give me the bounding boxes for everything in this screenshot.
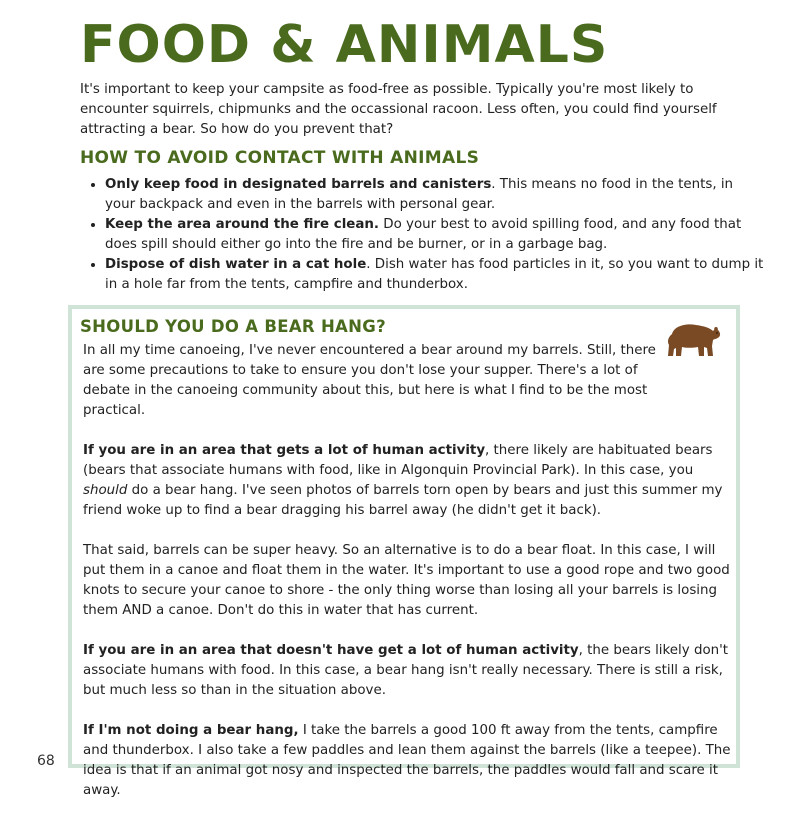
paragraph-text: do a bear hang. I've seen photos of barrels torn open by bears and just this summer my friend woke up to find a bear dragging his barrel away (he didn't get it back). (83, 483, 723, 518)
paragraph (83, 721, 733, 801)
paragraph-text: , there likely are habituated bears (bears that associate humans with food, like in Algonquin Provincial Park). In this case, you (83, 443, 713, 478)
paragraph-italic: should (83, 483, 128, 498)
list-item (105, 175, 765, 215)
list-item-text: Do your best to avoid spilling food, and any food that does spill should either go into the fire and be burner, or in a garbage bag. (105, 217, 742, 252)
list-item-text: . Dish water has food particles in it, so you want to dump it in a hole far from the tents, campfire and thunderbox. (105, 257, 764, 292)
paragraph: That said, barrels can be super heavy. So an alternative is to do a bear float. In this case, I will put them in a canoe and float them in the water. It's important to use a good rope and two good knots to secure your canoe to shore - the only thing worse than losing all your barrels is losing them AND a canoe. Don't do this in water that has current. (83, 543, 730, 618)
paragraph: In all my time canoeing, I've never encountered a bear around my barrels. Still, there are some precautions to take to ensure you don't lose your supper. There's a lot of debate in the canoeing community about this, but here is what I find to be the most practical. (83, 343, 656, 418)
intro-paragraph: It's important to keep your campsite as food-free as possible. Typically you're most likely to encounter squirrels, chipmunks and the occassional racoon. Less often, you could find yourself attracting a bear. So how do you prevent that? (80, 82, 717, 137)
list-item (105, 255, 765, 295)
list-item-bold: Dispose of dish water in a cat hole (105, 257, 367, 272)
bear-hang-heading: SHOULD YOU DO A BEAR HANG? (80, 317, 386, 336)
list-item-text: . This means no food in the tents, in your backpack and even in the barrels with personal gear. (105, 177, 734, 212)
page-title: FOOD & ANIMALS (80, 15, 609, 75)
bear-hang-content (83, 341, 733, 821)
list-item-bold: Only keep food in designated barrels and canisters (105, 177, 492, 192)
paragraph (83, 641, 733, 701)
paragraph-bold: If you are in an area that doesn't have get a lot of human activity (83, 643, 579, 658)
page-number: 68 (37, 753, 55, 769)
avoid-contact-heading: HOW TO AVOID CONTACT WITH ANIMALS (80, 148, 480, 168)
list-item (105, 215, 765, 255)
list-item-bold: Keep the area around the fire clean. (105, 217, 380, 232)
paragraph-text: I take the barrels a good 100 ft away from the tents, campfire and thunderbox. I also take a few paddles and lean them against the barrels (like a teepee). The idea is that if an animal got nosy and inspected the barrels, the paddles would fall and scare it away. (83, 723, 731, 798)
paragraph-bold: If you are in an area that gets a lot of human activity (83, 443, 486, 458)
paragraph-text: , the bears likely don't associate humans with food. In this case, a bear hang isn't really necessary. There is still a risk, but much less so than in the situation above. (83, 643, 729, 698)
avoid-contact-list (84, 175, 765, 295)
paragraph-bold: If I'm not doing a bear hang, (83, 723, 299, 738)
paragraph (83, 441, 733, 521)
